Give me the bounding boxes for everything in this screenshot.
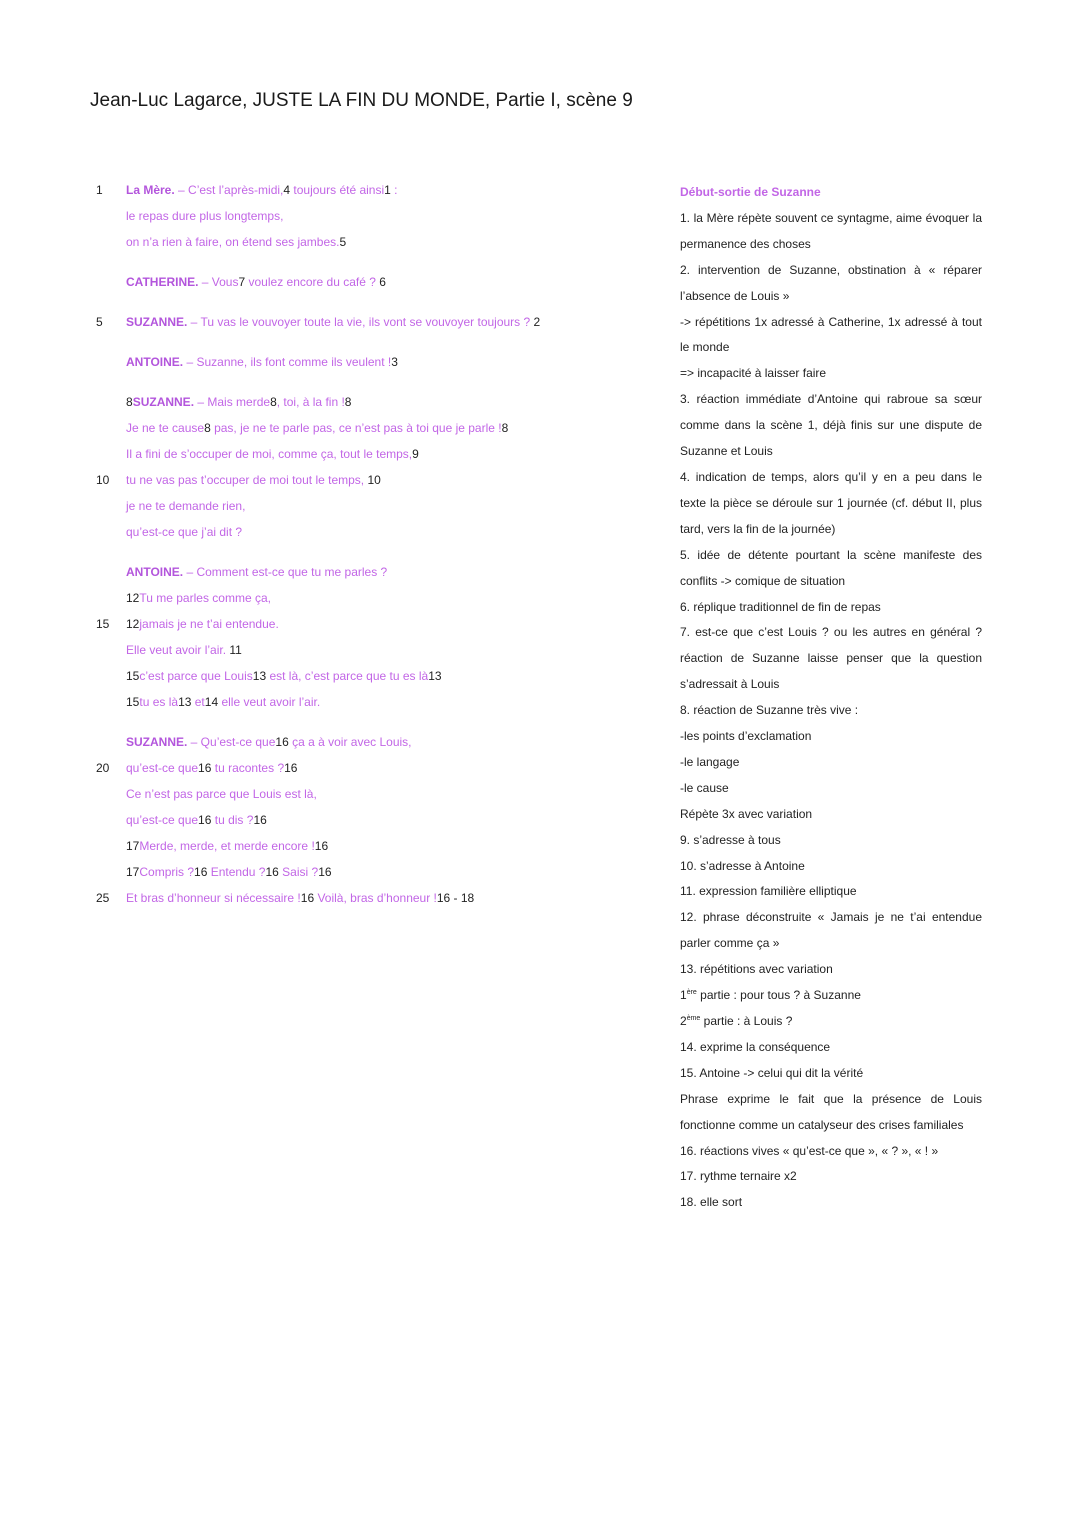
dialogue-text: Entendu ? bbox=[207, 865, 266, 879]
note-text: Phrase exprime le fait que la présence de Louis fonctionne comme un catalyseur des crises familiales bbox=[680, 1091, 982, 1132]
annotation-number: 10 bbox=[367, 473, 381, 487]
dialogue-text: Merde, merde, et merde encore ! bbox=[139, 839, 315, 853]
text-line bbox=[96, 666, 616, 692]
annotation-number: 16 bbox=[265, 865, 279, 879]
annotation-number: 6 bbox=[379, 275, 386, 289]
dialogue-text: toujours été ainsi bbox=[290, 183, 385, 197]
text-line bbox=[96, 888, 616, 914]
annotation-number: 16 bbox=[275, 735, 289, 749]
annotations-column bbox=[680, 180, 982, 1216]
text-line bbox=[96, 470, 616, 496]
dialogue-text: Compris ? bbox=[139, 865, 195, 879]
line-text bbox=[126, 312, 540, 332]
annotation-number: 16 bbox=[194, 865, 208, 879]
text-line bbox=[96, 732, 616, 758]
text-line bbox=[96, 862, 616, 888]
note-item bbox=[680, 1009, 982, 1035]
dialogue-text: Elle veut avoir l’air. bbox=[126, 643, 230, 657]
annotation-number: 16 bbox=[284, 761, 298, 775]
note-text: 2. intervention de Suzanne, obstination à « réparer l’absence de Louis » bbox=[680, 262, 982, 303]
note-item bbox=[680, 206, 982, 258]
line-number: 1 bbox=[96, 183, 103, 197]
dialogue-text: le repas dure plus longtemps, bbox=[126, 209, 284, 223]
annotation-number: 11 bbox=[229, 643, 242, 657]
dialogue-text: je ne te demande rien, bbox=[126, 499, 246, 513]
note-item bbox=[680, 465, 982, 543]
text-line bbox=[96, 496, 616, 522]
line-text bbox=[126, 614, 279, 634]
dialogue-text: – Qu’est-ce que bbox=[187, 735, 276, 749]
annotation-number: 17 bbox=[126, 839, 140, 853]
note-text: Début-sortie de Suzanne bbox=[680, 185, 821, 199]
note-item bbox=[680, 957, 982, 983]
line-text bbox=[126, 562, 387, 582]
line-text bbox=[126, 588, 271, 608]
note-item bbox=[680, 828, 982, 854]
note-item bbox=[680, 620, 982, 698]
dialogue-text: – Comment est-ce que tu me parles ? bbox=[183, 565, 388, 579]
line-text bbox=[126, 640, 242, 660]
line-text bbox=[126, 888, 474, 908]
dialogue-text: Tu me parles comme ça, bbox=[139, 591, 271, 605]
annotation-number: 13 bbox=[252, 669, 267, 683]
dialogue-text: Voilà, bras d’honneur ! bbox=[314, 891, 437, 905]
note-text: partie : pour tous ? à Suzanne bbox=[696, 988, 861, 1003]
text-line bbox=[96, 522, 616, 548]
note-text: 2 bbox=[680, 1014, 687, 1028]
dialogue-text: Et bras d’honneur si nécessaire ! bbox=[126, 891, 301, 905]
annotation-number: 1 bbox=[384, 183, 391, 197]
text-line bbox=[96, 272, 616, 298]
note-item bbox=[680, 1139, 982, 1165]
note-item bbox=[680, 698, 982, 724]
note-text: -les points d’exclamation bbox=[680, 729, 812, 744]
annotation-number: 16 bbox=[318, 865, 332, 879]
note-item bbox=[680, 905, 982, 957]
note-text: 16. réactions vives « qu’est-ce que », « ? », « ! » bbox=[680, 1143, 939, 1158]
annotation-number: 8 bbox=[501, 421, 509, 435]
note-text: partie : à Louis ? bbox=[700, 1014, 793, 1028]
annotation-number: 5 bbox=[339, 235, 347, 249]
dialogue-text: voulez encore du café ? bbox=[245, 275, 380, 289]
line-text bbox=[126, 862, 332, 882]
line-text bbox=[126, 206, 283, 226]
document-title: Jean-Luc Lagarce, JUSTE LA FIN DU MONDE, Partie I, scène 9 bbox=[90, 90, 633, 111]
note-item bbox=[680, 724, 982, 750]
line-text bbox=[126, 666, 442, 686]
note-text: 13. répétitions avec variation bbox=[680, 962, 833, 977]
dialogue-text: Saisi ? bbox=[278, 865, 319, 879]
annotation-number: 17 bbox=[126, 865, 140, 879]
text-line bbox=[96, 640, 616, 666]
dialogue-text: qu’est-ce que j’ai dit ? bbox=[126, 525, 243, 539]
note-item bbox=[680, 361, 982, 387]
note-text: 1. la Mère répète souvent ce syntagme, aime évoquer la permanence des choses bbox=[680, 210, 982, 251]
annotation-number: 8 bbox=[126, 395, 133, 409]
note-text: 9. s’adresse à tous bbox=[680, 832, 781, 847]
annotation-number: 12 bbox=[126, 617, 140, 631]
annotation-number: 16 bbox=[253, 813, 267, 827]
line-text bbox=[126, 352, 398, 372]
dialogue-text: – Suzanne, ils font comme ils veulent ! bbox=[183, 355, 392, 369]
note-text: 18. elle sort bbox=[680, 1195, 743, 1210]
note-text: 11. expression familière elliptique bbox=[680, 884, 857, 899]
note-item bbox=[680, 776, 982, 802]
text-line bbox=[96, 206, 616, 232]
note-item bbox=[680, 310, 982, 362]
line-text bbox=[126, 470, 381, 490]
dialogue-text: tu racontes ? bbox=[211, 761, 285, 775]
speaker-name: SUZANNE. bbox=[132, 395, 195, 409]
note-text: 12. phrase déconstruite « Jamais je ne t’ai entendue parler comme ça » bbox=[680, 910, 982, 951]
dialogue-text: et bbox=[191, 695, 205, 709]
line-text bbox=[126, 418, 508, 438]
speaker-name: La Mère. bbox=[126, 183, 175, 197]
note-text: 4. indication de temps, alors qu’il y en a peu dans le texte la pièce se déroule sur 1 journée (cf. début II, plus tard, vers la fin de la journée) bbox=[680, 469, 982, 536]
annotation-number: 15 bbox=[126, 669, 140, 683]
dialogue-text: c’est parce que Louis bbox=[139, 669, 253, 683]
speaker-name: ANTOINE. bbox=[126, 565, 184, 579]
note-item bbox=[680, 258, 982, 310]
line-text bbox=[126, 444, 419, 464]
speaker-name: SUZANNE. bbox=[126, 315, 188, 329]
line-number: 10 bbox=[96, 473, 110, 487]
play-text-column bbox=[96, 180, 616, 914]
line-text bbox=[126, 810, 267, 830]
line-text bbox=[126, 496, 245, 516]
dialogue-text: , toi, à la fin ! bbox=[276, 395, 345, 409]
annotation-number: 14 bbox=[204, 695, 219, 709]
annotation-number: 3 bbox=[391, 355, 398, 369]
line-text bbox=[126, 784, 317, 804]
note-superscript: ère bbox=[686, 989, 697, 997]
line-text bbox=[126, 692, 320, 712]
annotation-number: 12 bbox=[126, 591, 140, 605]
annotation-number: 9 bbox=[412, 447, 419, 461]
text-line bbox=[96, 418, 616, 444]
note-item bbox=[680, 1035, 982, 1061]
dialogue-text: pas, je ne te parle pas, ce n’est pas à toi que je parle ! bbox=[210, 421, 502, 435]
annotation-number: 13 bbox=[428, 669, 442, 683]
note-item bbox=[680, 983, 982, 1009]
notes-heading bbox=[680, 180, 982, 206]
dialogue-text: ça a à voir avec Louis, bbox=[288, 735, 412, 749]
text-line bbox=[96, 614, 616, 640]
note-item bbox=[680, 802, 982, 828]
dialogue-text: tu dis ? bbox=[211, 813, 254, 827]
dialogue-text: Il a fini de s’occuper de moi, comme ça, tout le temps, bbox=[126, 447, 413, 461]
note-item bbox=[680, 750, 982, 776]
note-text: 15. Antoine -> celui qui dit la vérité bbox=[680, 1065, 864, 1080]
annotation-number: 16 bbox=[314, 839, 329, 853]
note-item bbox=[680, 1164, 982, 1190]
annotation-number: 7 bbox=[238, 275, 246, 289]
text-line bbox=[96, 758, 616, 784]
text-line bbox=[96, 180, 616, 206]
dialogue-text: Je ne te cause bbox=[126, 421, 205, 435]
dialogue-text: jamais je ne t’ai entendue. bbox=[139, 617, 279, 631]
note-item bbox=[680, 387, 982, 465]
annotation-number: 13 bbox=[178, 695, 192, 709]
annotation-number: 8 bbox=[204, 421, 211, 435]
text-line bbox=[96, 444, 616, 470]
note-text: 14. exprime la conséquence bbox=[680, 1039, 831, 1054]
text-line bbox=[96, 588, 616, 614]
line-number: 5 bbox=[96, 315, 103, 329]
dialogue-text: : bbox=[390, 183, 398, 197]
line-text bbox=[126, 272, 386, 292]
note-text: 1 bbox=[680, 988, 687, 1003]
dialogue-text: – Tu vas le vouvoyer toute la vie, ils vont se vouvoyer toujours ? bbox=[187, 315, 534, 329]
note-text: 7. est-ce que c’est Louis ? ou les autres en général ? réaction de Suzanne laisse penser que la question s’adressait à Louis bbox=[680, 625, 982, 692]
annotation-number: 15 bbox=[126, 695, 140, 709]
text-line bbox=[96, 312, 616, 338]
dialogue-text: Ce n’est pas parce que Louis est là, bbox=[126, 787, 317, 801]
annotation-number: 16 - 18 bbox=[436, 891, 475, 905]
line-text bbox=[126, 758, 297, 778]
annotation-number: 2 bbox=[533, 315, 541, 329]
dialogue-text: tu ne vas pas t’occuper de moi tout le temps, bbox=[126, 473, 368, 487]
speaker-name: SUZANNE. bbox=[126, 735, 188, 749]
note-item bbox=[680, 595, 982, 621]
text-line bbox=[96, 692, 616, 718]
dialogue-text: qu’est-ce que bbox=[126, 761, 199, 775]
note-text: => incapacité à laisser faire bbox=[680, 366, 827, 381]
text-line bbox=[96, 562, 616, 588]
text-line bbox=[96, 784, 616, 810]
dialogue-text: elle veut avoir l’air. bbox=[218, 695, 321, 709]
note-item bbox=[680, 1087, 982, 1139]
dialogue-text: – C’est l’après-midi, bbox=[174, 183, 284, 197]
dialogue-text: qu’est-ce que bbox=[126, 813, 199, 827]
line-text bbox=[126, 232, 346, 252]
note-item bbox=[680, 1190, 982, 1216]
note-item bbox=[680, 1061, 982, 1087]
note-text: 17. rythme ternaire x2 bbox=[680, 1169, 797, 1184]
note-item bbox=[680, 854, 982, 880]
note-text: 8. réaction de Suzanne très vive : bbox=[680, 703, 859, 718]
annotation-number: 4 bbox=[283, 183, 291, 197]
annotation-number: 8 bbox=[270, 395, 277, 409]
text-line bbox=[96, 232, 616, 258]
text-line bbox=[96, 836, 616, 862]
speaker-name: CATHERINE. bbox=[126, 275, 199, 289]
line-number: 25 bbox=[96, 891, 110, 905]
text-line bbox=[96, 392, 616, 418]
dialogue-text: – Mais merde bbox=[194, 395, 271, 409]
note-text: Répète 3x avec variation bbox=[680, 806, 813, 821]
note-text: -le langage bbox=[680, 754, 740, 769]
note-text: -> répétitions 1x adressé à Catherine, 1x adressé à tout le monde bbox=[680, 314, 982, 355]
line-number: 15 bbox=[96, 617, 110, 631]
annotation-number: 16 bbox=[198, 761, 212, 775]
text-line bbox=[96, 810, 616, 836]
speaker-name: ANTOINE. bbox=[126, 355, 184, 369]
note-item bbox=[680, 879, 982, 905]
line-text bbox=[126, 836, 328, 856]
annotation-number: 16 bbox=[300, 891, 315, 905]
line-text bbox=[126, 392, 351, 412]
line-text bbox=[126, 732, 412, 752]
dialogue-text: – Vous bbox=[198, 275, 239, 289]
line-text bbox=[126, 522, 242, 542]
line-text bbox=[126, 180, 398, 200]
line-number: 20 bbox=[96, 761, 110, 775]
note-text: 10. s’adresse à Antoine bbox=[680, 858, 805, 873]
text-line bbox=[96, 352, 616, 378]
note-text: 3. réaction immédiate d’Antoine qui rabroue sa sœur comme dans la scène 1, déjà finis sur une dispute de Suzanne et Louis bbox=[680, 392, 982, 459]
note-text: 5. idée de détente pourtant la scène manifeste des conflits -> comique de situation bbox=[680, 547, 982, 588]
dialogue-text: on n’a rien à faire, on étend ses jambes. bbox=[126, 235, 340, 249]
annotation-number: 16 bbox=[198, 813, 212, 827]
note-superscript: ème bbox=[686, 1015, 701, 1022]
note-text: 6. réplique traditionnel de fin de repas bbox=[680, 599, 881, 614]
annotation-number: 8 bbox=[344, 395, 352, 409]
dialogue-text: tu es là bbox=[139, 695, 179, 709]
dialogue-text: est là, c’est parce que tu es là bbox=[266, 669, 429, 683]
note-item bbox=[680, 543, 982, 595]
note-text: -le cause bbox=[680, 780, 729, 795]
